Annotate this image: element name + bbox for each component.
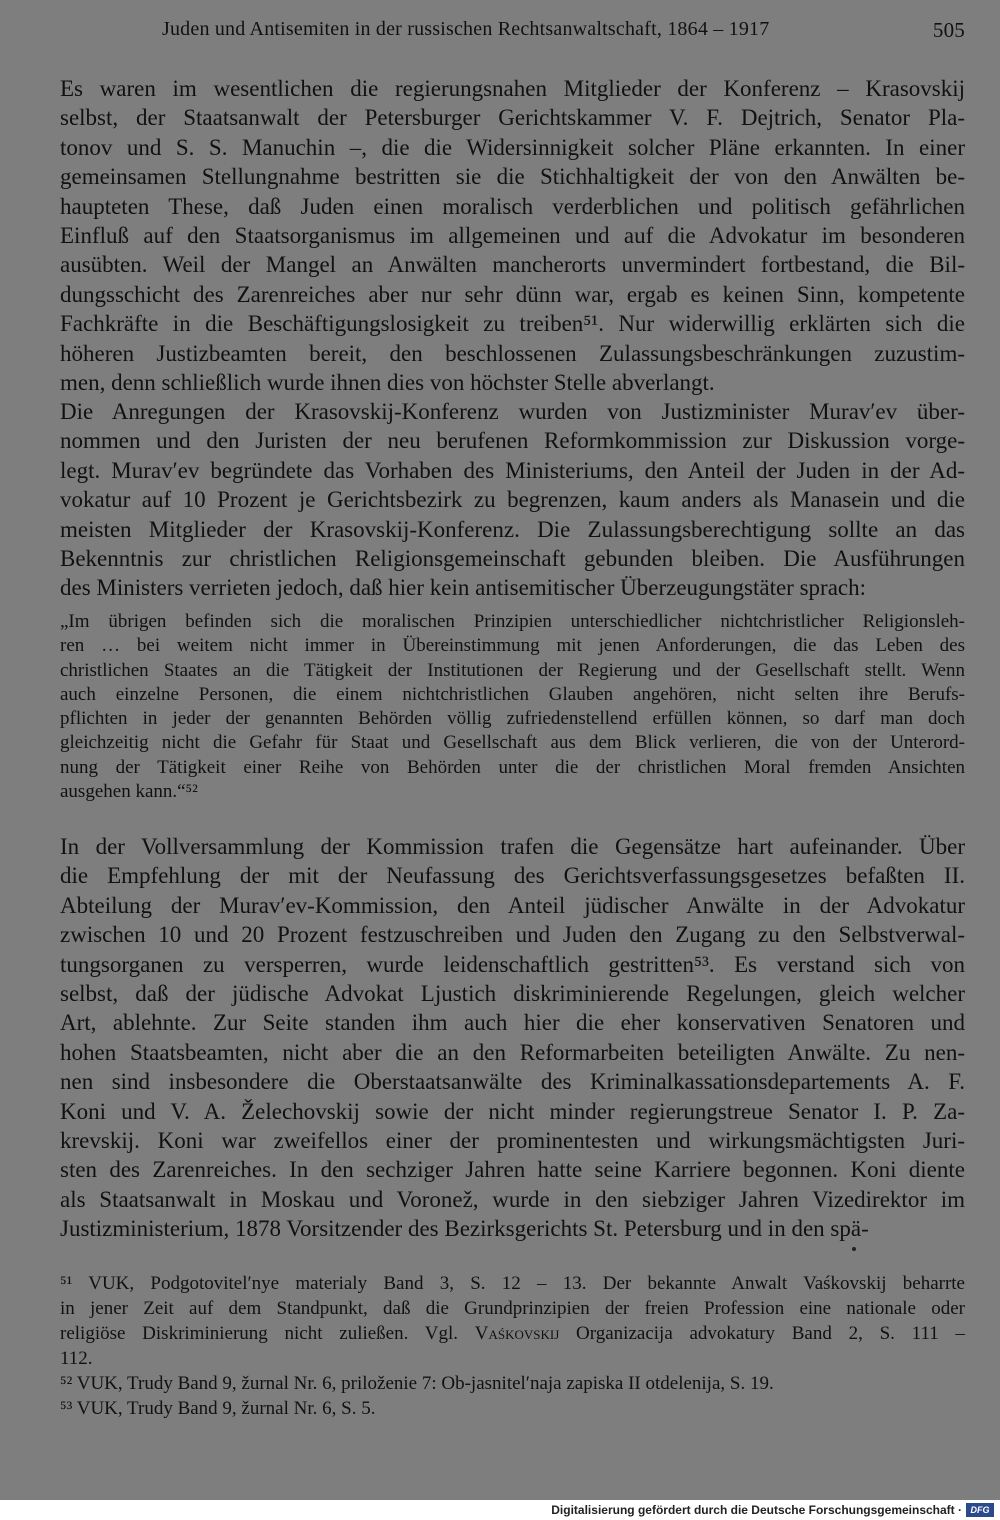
paragraph-1-line-7: ausübten. Weil der Mangel an Anwälten mancherorts unvermindert fortbestand, die Bil- bbox=[60, 252, 965, 278]
footnote-51-line-2: in jener Zeit auf dem Standpunkt, daß die Grundprinzipien der freien Profession eine nationale oder bbox=[60, 1298, 965, 1319]
paragraph-1-line-1: Es waren im wesentlichen die regierungsnahen Mitglieder der Konferenz – Krasovskij bbox=[60, 76, 965, 101]
paragraph-1 bbox=[60, 74, 965, 397]
paragraph-3-line-11: krevskij. Koni war zweifellos einer der prominentesten und wirkungsmächtigsten Juri- bbox=[60, 1127, 965, 1153]
paragraph-3-line-8: hohen Staatsbeamten, nicht aber die an den Reformarbeiten beteiligten Anwälte. Zu nen- bbox=[60, 1039, 965, 1065]
paragraph-3-line-3: Abteilung der Muravʹev-Kommission, den Anteil jüdischer Anwälte in der Advokatur bbox=[60, 892, 965, 918]
paragraph-3-line-10: Koni und V. A. Želechovskij sowie der nicht minder regierungstreue Senator I. P. Za- bbox=[60, 1098, 965, 1124]
paragraph-3-line-9: nen sind insbesondere die Oberstaatsanwälte des Kriminalkassationsdepartements A. F. bbox=[60, 1069, 965, 1095]
paragraph-2-line-2: nommen und den Juristen der neu berufenen Reformkommission zur Diskussion vorge- bbox=[60, 428, 965, 454]
footnote-51-line-3-b: Organizacija advokatury Band 2, S. 111 – bbox=[559, 1323, 965, 1344]
block-quote bbox=[60, 610, 965, 804]
footnote-51-line-1: ⁵¹ VUK, Podgotovitelʹnye materialy Band 3, S. 12 – 13. Der bekannte Anwalt Vaśkovskij beharrte bbox=[60, 1273, 965, 1294]
paragraph-1-line-5: haupteten These, daß Juden einen moralisch verderblichen und politisch gefährlichen bbox=[60, 193, 965, 219]
paragraph-2-line-6: Bekenntnis zur christlichen Religionsgemeinschaft gebunden bleiben. Die Ausführungen bbox=[60, 545, 965, 571]
paragraph-3-line-6: selbst, daß der jüdische Advokat Ljustich diskriminierende Regelungen, gleich welcher bbox=[60, 980, 965, 1006]
paragraph-3-line-12: sten des Zarenreiches. In den sechziger Jahren hatte seine Karriere begonnen. Koni diente bbox=[60, 1157, 965, 1183]
paragraph-3-line-14: Justizministerium, 1878 Vorsitzender des Bezirksgerichts St. Petersburg und in den spä- bbox=[60, 1216, 869, 1242]
paragraph-3 bbox=[60, 832, 965, 1243]
paragraph-2-line-5: meisten Mitglieder der Krasovskij-Konferenz. Die Zulassungsberechtigung sollte an das bbox=[60, 516, 965, 542]
paragraph-1-line-6: Einfluß auf den Staatsorganismus im allgemeinen und auf die Advokatur im besonderen bbox=[60, 222, 965, 248]
paragraph-1-line-4: gemeinsamen Stellungnahme bestritten sie die Stichhaltigkeit der von den Anwälten be- bbox=[60, 164, 965, 190]
footnote-51-author: Vaśkovskij bbox=[474, 1323, 560, 1344]
paragraph-1-line-3: tonov und S. S. Manuchin –, die die Widersinnigkeit solcher Pläne erkannten. In einer bbox=[60, 134, 965, 160]
quote-line-4: auch einzelne Personen, die einem nichtchristlichen Glauben angehören, nicht selten ihre Berufs- bbox=[60, 683, 965, 705]
paragraph-2 bbox=[60, 397, 965, 603]
quote-line-6: gleichzeitig nicht die Gefahr für Staat und Gesellschaft aus dem Blick verlieren, die von der Unterord- bbox=[60, 732, 965, 754]
dfg-logo: DFG bbox=[966, 1503, 994, 1517]
funding-credit: Digitalisierung gefördert durch die Deutsche Forschungsgemeinschaft · bbox=[551, 1503, 962, 1517]
quote-line-5: pflichten in jeder der genannten Behörden völlig zufriedenstellend erfüllen können, so darf man doch bbox=[60, 708, 965, 730]
paragraph-2-line-4: vokatur auf 10 Prozent je Gerichtsbezirk zu begrenzen, kaum anders als Manasein und die bbox=[60, 487, 965, 513]
paragraph-2-line-7: des Ministers verrieten jedoch, daß hier kein antisemitischer Überzeugungstäter sprach: bbox=[60, 575, 866, 601]
paragraph-1-line-11: men, denn schließlich wurde ihnen dies von höchster Stelle abverlangt. bbox=[60, 369, 715, 395]
page-number: 505 bbox=[932, 18, 965, 42]
quote-line-8: ausgehen kann.“⁵² bbox=[60, 781, 198, 803]
paragraph-1-line-8: dungsschicht des Zarenreiches aber nur sehr dünn war, ergab es keinen Sinn, kompetente bbox=[60, 281, 965, 307]
quote-line-7: nung der Tätigkeit einer Reihe von Behörden unter die der christlichen Moral fremden Ansichten bbox=[60, 756, 965, 778]
paragraph-3-line-7: Art, ablehnte. Zur Seite standen ihm auch hier die eher konservativen Senatoren und bbox=[60, 1010, 965, 1036]
footnote-51-line-3-a: religiöse Diskriminierung nicht zuließen. Vgl. bbox=[60, 1323, 475, 1344]
page-header bbox=[60, 18, 965, 48]
paragraph-1-line-2: selbst, der Staatsanwalt der Petersburger Gerichtskammer V. F. Dejtrich, Senator Pla- bbox=[60, 105, 965, 131]
quote-line-2: ren … bei weitem nicht immer in Übereinstimmung mit jenen Anforderungen, die das Leben des bbox=[60, 635, 965, 657]
footnotes bbox=[60, 1271, 965, 1421]
paragraph-3-line-1: In der Vollversammlung der Kommission trafen die Gegensätze hart aufeinander. Über bbox=[60, 834, 965, 859]
paragraph-3-line-5: tungsorganen zu versperren, wurde leidenschaftlich gestritten⁵³. Es verstand sich von bbox=[60, 951, 965, 977]
paragraph-1-line-10: höheren Justizbeamten bereit, den beschlossenen Zulassungsbeschränkungen zuzustim- bbox=[60, 340, 965, 366]
footnote-52: ⁵² VUK, Trudy Band 9, žurnal Nr. 6, priloženie 7: Ob-jasnitelʹnaja zapiska II otdelenija, S. 19. bbox=[60, 1373, 774, 1394]
footnote-51-line-4: 112. bbox=[60, 1348, 93, 1369]
paragraph-3-line-4: zwischen 10 und 20 Prozent festzuschreiben und Juden den Zugang zu den Selbstverwal- bbox=[60, 922, 965, 948]
quote-line-3: christlichen Staates an die Tätigkeit der Institutionen der Regierung und der Gesellschaft stellt. Wenn bbox=[60, 659, 965, 681]
stray-mark bbox=[852, 1247, 856, 1251]
paragraph-2-line-1: Die Anregungen der Krasovskij-Konferenz wurden von Justizminister Muravʹev über- bbox=[60, 399, 965, 424]
paragraph-3-line-13: als Staatsanwalt in Moskau und Voronež, wurde in den siebziger Jahren Vizedirektor im bbox=[60, 1186, 965, 1212]
paragraph-3-line-2: die Empfehlung der mit der Neufassung des Gerichtsverfassungsgesetzes befaßten II. bbox=[60, 863, 965, 889]
footnote-53: ⁵³ VUK, Trudy Band 9, žurnal Nr. 6, S. 5. bbox=[60, 1398, 376, 1419]
footnote-51-line-3 bbox=[60, 1321, 965, 1346]
quote-line-1: „Im übrigen befinden sich die moralischen Prinzipien unterschiedlicher nichtchristlicher Religionsleh- bbox=[60, 611, 965, 632]
paragraph-2-line-3: legt. Muravʹev begründete das Vorhaben des Ministeriums, den Anteil der Juden in der Ad- bbox=[60, 457, 965, 483]
paragraph-1-line-9: Fachkräfte in die Beschäftigungslosigkeit zu treiben⁵¹. Nur widerwillig erklärten sich die bbox=[60, 311, 965, 337]
digitization-footer bbox=[0, 1500, 1000, 1520]
running-title: Juden und Antisemiten in der russischen Rechtsanwaltschaft, 1864 – 1917 bbox=[162, 18, 770, 40]
